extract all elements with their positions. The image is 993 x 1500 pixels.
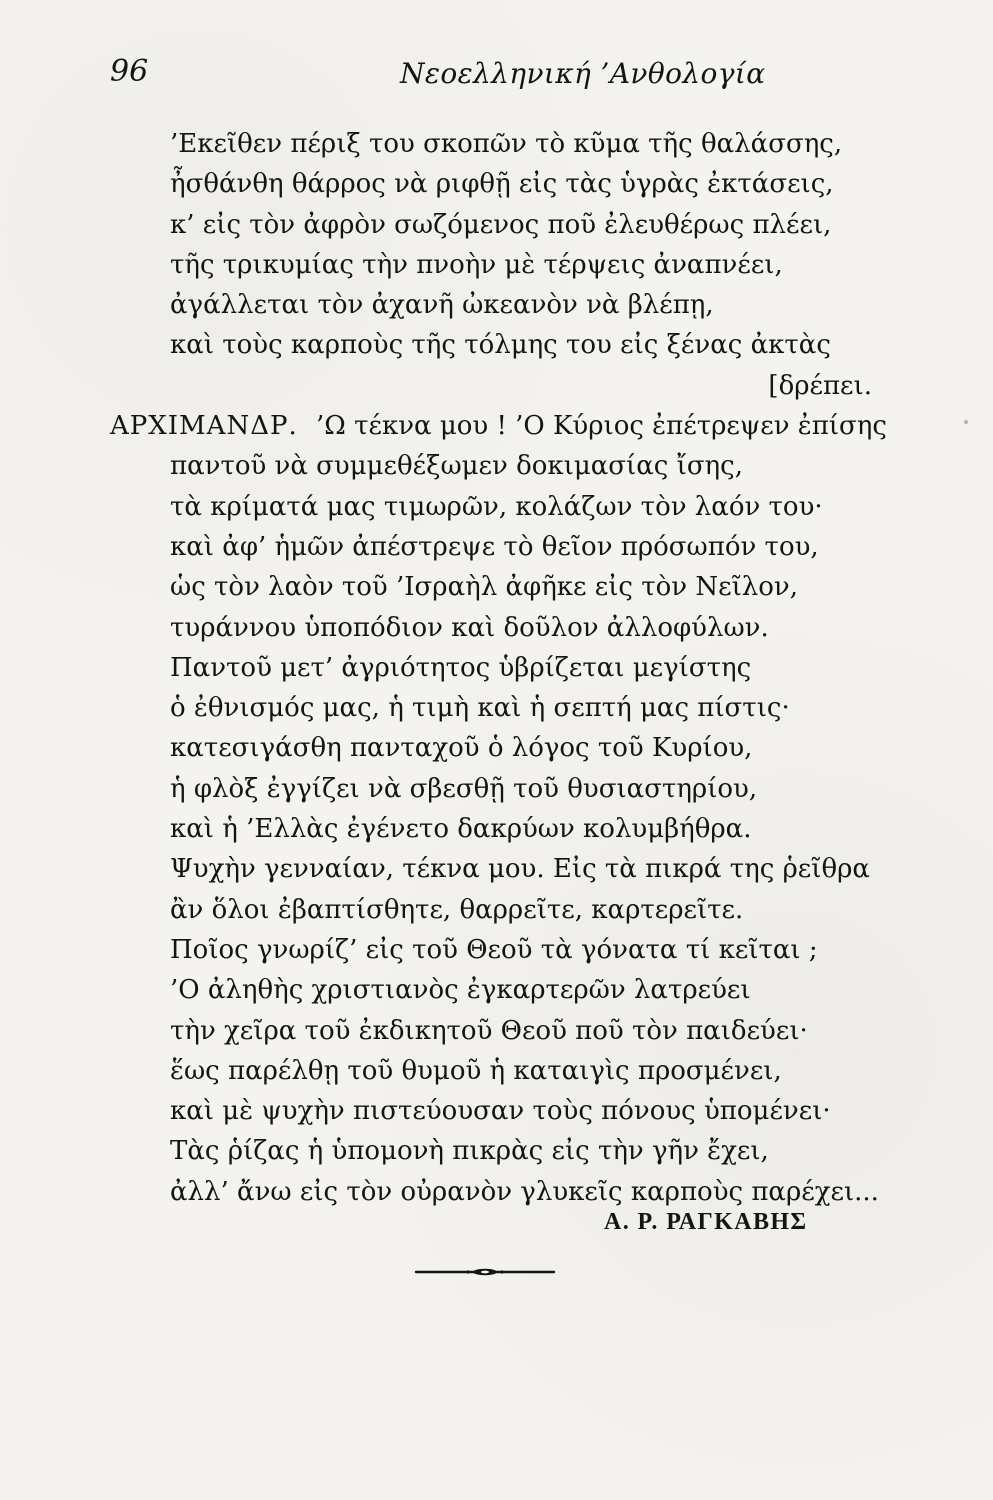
- poem-line: καὶ μὲ ψυχὴν πιστεύουσαν τοὺς πόνους ὑπομένει·: [170, 1096, 831, 1127]
- poem-line: ’Εκεῖθεν πέριξ του σκοπῶν τὸ κῦμα τῆς θαλάσσης,: [170, 129, 843, 159]
- poem-line: καὶ ἡ ’Ελλὰς ἐγένετο δακρύων κολυμβήθρα.: [170, 814, 752, 845]
- page-header: [110, 52, 890, 92]
- poem-line: ’Ο ἀληθὴς χριστιανὸς ἐγκαρτερῶν λατρεύει: [170, 975, 751, 1006]
- poem-line: Παντοῦ μετ’ ἀγριότητος ὑβρίζεται μεγίστης: [170, 652, 752, 683]
- poem-line: ἀγάλλεται τὸν ἀχανῆ ὠκεανὸν νὰ βλέπῃ,: [170, 290, 714, 321]
- speaker-opening-line: ’Ω τέκνα μου ! ’Ο Κύριος ἐπέτρεψεν ἐπίσης: [316, 411, 887, 442]
- speaker-line: [110, 406, 890, 446]
- poem-line: τῆς τρικυμίας τὴν πνοὴν μὲ τέρψεις ἀναπνέει,: [170, 249, 783, 280]
- author-signature: Α. Ρ. ΡΑΓΚΑΒΗΣ: [604, 1209, 808, 1235]
- poem-line: καὶ τοὺς καρποὺς τῆς τόλμης του εἰς ξένας ἀκτὰς: [170, 330, 831, 361]
- poem-line: τυράννου ὑποπόδιον καὶ δοῦλον ἀλλοφύλων.: [170, 612, 769, 643]
- ornament-icon: [410, 1264, 560, 1280]
- poem-line: ἀλλ’ ἄνω εἰς τὸν οὐρανὸν γλυκεῖς καρποὺς παρέχει...: [170, 1176, 879, 1207]
- poem-line: Ψυχὴν γενναίαν, τέκνα μου. Εἰς τὰ πικρά της ῥεῖθρα: [170, 854, 870, 885]
- poem-text: [110, 124, 890, 1212]
- page-number: 96: [110, 54, 149, 89]
- poem-line: ἂν ὅλοι ἐβαπτίσθητε, θαρρεῖτε, καρτερεῖτε.: [170, 894, 744, 925]
- poem-line: ὁ ἐθνισμός μας, ἡ τιμὴ καὶ ἡ σεπτή μας πίστις·: [170, 693, 790, 724]
- poem-line-fragment: [110, 366, 890, 406]
- poem-line: παντοῦ νὰ συμμεθέξωμεν δοκιμασίας ἴσης,: [170, 451, 743, 482]
- poem-line: ἦσθάνθη θάρρος νὰ ριφθῇ εἰς τὰς ὑγρὰς ἐκτάσεις,: [170, 169, 834, 200]
- line-fragment: [δρέπει.: [768, 370, 872, 401]
- poem-line: κ’ εἰς τὸν ἀφρὸν σωζόμενος ποῦ ἐλευθέρως πλέει,: [170, 209, 832, 240]
- running-head: Νεοελληνική ’Ανθολογία: [400, 57, 766, 90]
- poem-line: καὶ ἀφ’ ἡμῶν ἀπέστρεψε τὸ θεῖον πρόσωπόν του,: [170, 531, 819, 562]
- poem-line: κατεσιγάσθη πανταχοῦ ὁ λόγος τοῦ Κυρίου,: [170, 733, 753, 764]
- poem-line: ἕως παρέλθῃ τοῦ θυμοῦ ἡ καταιγὶς προσμένει,: [170, 1055, 782, 1086]
- paper-speck: [964, 420, 968, 424]
- poem-line: Τὰς ῥίζας ἡ ὑπομονὴ πικρὰς εἰς τὴν γῆν ἔχει,: [170, 1136, 769, 1167]
- section-ornament: [410, 1264, 560, 1280]
- speaker-name: ΑΡΧΙΜΑΝΔΡ.: [110, 411, 298, 442]
- poem-line: ἡ φλὸξ ἐγγίζει νὰ σβεσθῇ τοῦ θυσιαστηρίου,: [170, 773, 758, 804]
- poem-line: τὴν χεῖρα τοῦ ἐκδικητοῦ Θεοῦ ποῦ τὸν παιδεύει·: [170, 1015, 808, 1046]
- poem-line: Ποῖος γνωρίζ’ εἰς τοῦ Θεοῦ τὰ γόνατα τί κεῖται ;: [170, 934, 818, 965]
- poem-line: τὰ κρίματά μας τιμωρῶν, κολάζων τὸν λαόν του·: [170, 491, 823, 522]
- poem-line: ὡς τὸν λαὸν τοῦ ’Ισραὴλ ἀφῆκε εἰς τὸν Νεῖλον,: [170, 572, 798, 603]
